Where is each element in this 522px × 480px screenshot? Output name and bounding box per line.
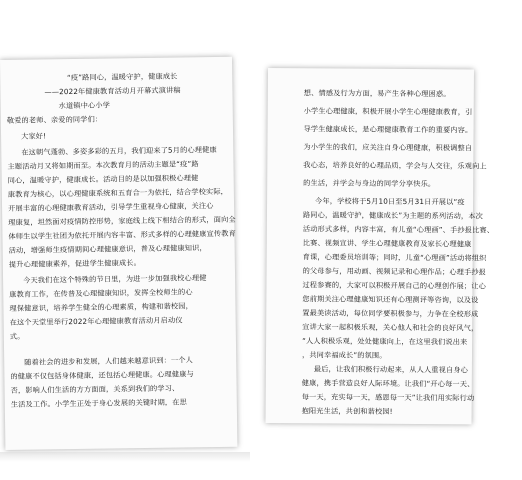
- text-line: 置最美读活动，每位同学要积极参与，力争在全校形成: [302, 308, 479, 319]
- text-line: 您前期关注心理健康知识还有心理测评等咨询，以及设: [302, 294, 479, 305]
- page-shadow: [0, 452, 250, 462]
- text-line: 体师生以学生社团为依托开展内容丰富、形式多样的心理健康宣传教育: [8, 228, 236, 241]
- text-line: 的健康不仅包括身体健康，还包括心理健康。心理健康与: [10, 369, 194, 381]
- speech-title: “疫”路同心，温暖守护，健康成长: [66, 71, 178, 83]
- school-name: 水道镇中心小学: [58, 100, 111, 111]
- text-line: 育课，心理委员培训等；同时，儿童“心理画”活动将组织: [302, 252, 487, 263]
- text-line: 比赛、视频宣讲、学生心理健康教育及家长心理健康: [302, 238, 472, 249]
- text-line: 的生活，并学会与身边的同学分享快乐。: [303, 178, 436, 189]
- text-line: 生活及工作。小学生正处于身心发展的关键时期，在思: [10, 397, 187, 409]
- text-line: 式。: [9, 331, 25, 341]
- greeting-line: 敬爱的老师、亲爱的同学们：: [6, 114, 103, 125]
- text-line: 在这朝气蓬勃、多姿多彩的五月，我们迎来了5月的心理健康: [21, 144, 217, 157]
- text-line: 路同心，温暖守护，健康成长”为主题的系列活动，本次: [302, 210, 483, 221]
- text-line: 活动形式多样，内容丰富，有儿童“心理画”、手抄报比赛、: [302, 224, 495, 235]
- text-line: 理保健意识，培养学生健全的心理素质，构建和谐校园，: [9, 301, 193, 313]
- text-line: 健康，携手营造良好人际环境。让我们“开心每一天、: [301, 378, 475, 389]
- text-line: 在这个天堂里举行2022年心理健康教育活动月启动仪: [9, 315, 183, 327]
- text-line: 导学生健康成长，是心理健康教育工作的重要内容。: [303, 124, 473, 135]
- text-line: 活动，增强师生疫情期间心理健康意识，普及心理健康知识，: [8, 243, 207, 255]
- text-line: ，共同幸福成长”的氛围。: [301, 350, 387, 360]
- text-line: 康教育工作，在传普及心理健康知识，发挥全校师生的心: [9, 287, 193, 299]
- text-line: 抱阳光生活，共创和谐校园!: [301, 406, 393, 416]
- text-line: 每一天，充实每一天，感恩每一天”让我们用实际行动: [301, 392, 475, 403]
- text-line: 提升心理健康素养，促进学生健康成长。: [8, 258, 141, 269]
- right-document-page: [266, 68, 495, 424]
- text-line: 否，影响人们生活的方方面面，关系到我们的学习、: [10, 383, 180, 395]
- text-line: 我心态，培养良好的心理品质，学会与人交往，乐观向上: [303, 160, 487, 171]
- text-line: 同心，温暖守护，健康成长。活动目的是以加强积极心理健: [7, 173, 199, 185]
- text-line: 的父母参与，用动画、视频记录和心理作品；心理手抄报: [302, 266, 487, 277]
- text-line: 为小学生的我们，应关注自身心理健康，积极调整自: [303, 142, 473, 153]
- text-line: 理康复，坦然面对疫情防控形势，家庭线上线下相结合的形式，面向全: [8, 214, 236, 227]
- text-line: 开展丰富的心理健康教育活动，引导学生重视身心健康，关注心: [8, 201, 214, 213]
- text-line: 最后，让我们积极行动起来，从人人重视自身心: [313, 364, 469, 375]
- speech-subtitle: ——2022年健康教育活动月开幕式演讲稿: [44, 85, 181, 97]
- salutation-line: 大家好!: [21, 131, 47, 141]
- text-line: “人人积极乐观，处处健康向上，在这里我们说出来: [302, 336, 468, 347]
- text-line: 想、情感及行为方面，易产生各种心理困惑。: [303, 88, 451, 99]
- text-line: 过程参赛的，大家可以积极开展自己的心理创作展；让心: [302, 280, 486, 291]
- text-line: 康教育为核心，以心理健康系统和五育合一为依托，结合学校实际，: [7, 186, 229, 199]
- left-document-page: [0, 57, 237, 450]
- text-line: 随着社会的进步和发展，人们越来越意识到：一个人: [24, 355, 194, 367]
- text-line: 今年，学校将于5月10日至5月31日开展以“疫: [315, 196, 465, 207]
- text-line: 宣讲大家一起积极乐观，关心他人和社会的良好风气，: [302, 322, 479, 333]
- text-line: 主题活动月又将如期而至。本次教育月的活动主题是“疫”路: [7, 159, 199, 171]
- text-line: 今天我们在这个特殊的节日里，为进一步加强我校心理健: [23, 273, 207, 285]
- text-line: 小学生心理健康，积极开展小学生心理健康教育，引: [303, 106, 473, 117]
